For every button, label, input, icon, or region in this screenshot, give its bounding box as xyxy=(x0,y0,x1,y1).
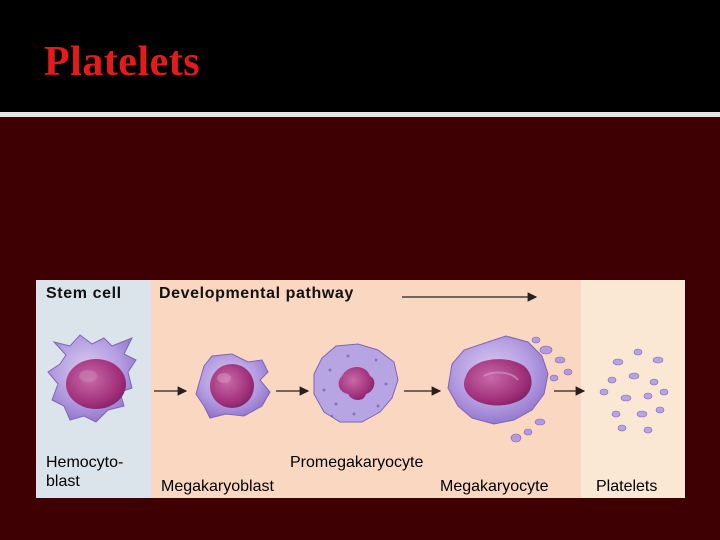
megakaryoblast-cell xyxy=(196,354,270,418)
platelets-cluster xyxy=(600,349,668,433)
megakaryocyte-cell xyxy=(448,336,572,442)
hemocytoblast-label: Hemocyto- blast xyxy=(46,454,124,490)
megakaryocyte-label: Megakaryocyte xyxy=(440,478,549,495)
developmental-pathway-header: Developmental pathway xyxy=(159,285,354,302)
promegakaryocyte-cell xyxy=(314,344,398,422)
platelet-development-figure xyxy=(36,280,685,498)
megakaryoblast-label: Megakaryoblast xyxy=(161,478,274,495)
platelets-label: Platelets xyxy=(596,478,658,495)
header-band xyxy=(0,0,720,112)
slide-title: Platelets xyxy=(44,39,201,85)
stem-cell-header: Stem cell xyxy=(46,285,122,302)
hemocytoblast-cell xyxy=(48,335,136,422)
promegakaryocyte-label: Promegakaryocyte xyxy=(290,454,424,471)
